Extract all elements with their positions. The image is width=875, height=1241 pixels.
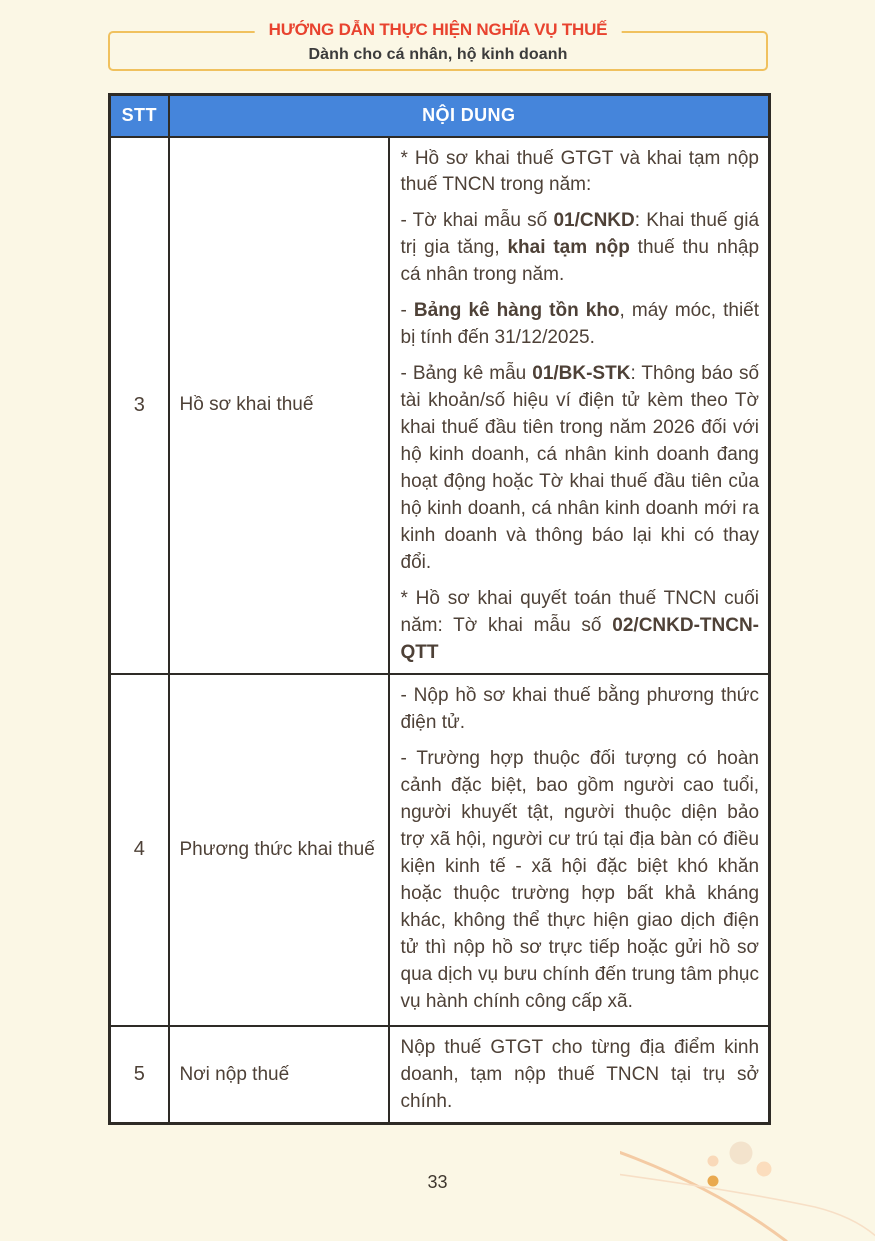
content-paragraph bbox=[401, 146, 760, 200]
table-body bbox=[110, 137, 770, 1124]
page-title: HƯỚNG DẪN THỰC HIỆN NGHĨA VỤ THUẾ bbox=[255, 20, 622, 40]
content-paragraph bbox=[401, 361, 760, 577]
table-header-row bbox=[110, 95, 770, 137]
header-box bbox=[108, 20, 768, 71]
row-number: 3 bbox=[110, 137, 169, 674]
text-run: - bbox=[400, 300, 414, 322]
text-run: - Tờ khai mẫu số bbox=[400, 210, 554, 232]
decor-arc-thick bbox=[620, 1151, 790, 1241]
table-row bbox=[110, 137, 770, 674]
content-paragraph bbox=[401, 683, 760, 737]
content-paragraph bbox=[401, 1035, 760, 1116]
text-run: : Thông báo số tài khoản/số hiệu ví điện tử kèm theo Tờ khai thuế đầu tiên trong năm 2026 đối với hộ kinh doanh, cá nhân kinh doanh đang hoạt động hoặc Tờ khai thuế đầu tiên của hộ kinh doanh, cá nhân kinh doanh mới ra kinh doanh và thông báo lại khi có thay đổi. bbox=[400, 363, 760, 574]
page-number: 33 bbox=[427, 1172, 448, 1192]
text-run: , máy móc, thiết bị tính đến 31/12/2025. bbox=[400, 300, 760, 349]
page-subtitle: Dành cho cá nhân, hộ kinh doanh bbox=[308, 45, 568, 63]
bold-text-run: khai tạm nộp bbox=[507, 237, 630, 259]
bold-text-run: 01/CNKD bbox=[553, 210, 635, 232]
content-table bbox=[108, 93, 771, 1125]
text-run: Nộp thuế GTGT cho từng địa điểm kinh doanh, tạm nộp thuế TNCN tại trụ sở chính. bbox=[400, 1036, 760, 1112]
row-label: Phương thức khai thuế bbox=[169, 674, 389, 1026]
text-run: thuế thu nhập cá nhân trong năm. bbox=[400, 237, 760, 286]
content-paragraph bbox=[401, 208, 760, 289]
text-run: - Bảng kê mẫu bbox=[400, 363, 533, 385]
bold-text-run: Bảng kê hàng tồn kho bbox=[413, 300, 620, 322]
decor-circle-large bbox=[730, 1142, 753, 1165]
column-header-stt: STT bbox=[110, 95, 169, 137]
table-row bbox=[110, 1026, 770, 1123]
content-paragraph bbox=[401, 298, 760, 352]
row-label: Hồ sơ khai thuế bbox=[169, 137, 389, 674]
text-run: - Nộp hồ sơ khai thuế bằng phương thức điện tử. bbox=[400, 684, 760, 733]
decor-circle-small-peach bbox=[708, 1156, 719, 1167]
table-row bbox=[110, 674, 770, 1026]
row-number: 4 bbox=[110, 674, 169, 1026]
row-content bbox=[389, 674, 770, 1026]
bold-text-run: 01/BK-STK bbox=[532, 363, 631, 385]
text-run: * Hồ sơ khai quyết toán thuế TNCN cuối năm: Tờ khai mẫu số bbox=[400, 588, 760, 636]
text-run: : Khai thuế giá trị gia tăng, bbox=[400, 210, 760, 259]
row-number: 5 bbox=[110, 1026, 169, 1123]
content-paragraph bbox=[401, 746, 760, 1016]
text-run: * Hồ sơ khai thuế GTGT và khai tạm nộp thuế TNCN trong năm: bbox=[400, 147, 760, 196]
row-content bbox=[389, 1026, 770, 1123]
text-run: - Trường hợp thuộc đối tượng có hoàn cảnh đặc biệt, bao gồm người cao tuổi, người khuyết tật, người thuộc diện bảo trợ xã hội, người cư trú tại địa bàn có điều kiện kinh tế - xã hội đặc biệt khó khăn hoặc thuộc trường hợp bất khả kháng khác, không thể thực hiện giao dịch điện tử thì nộp hồ sơ trực tiếp hoặc gửi hồ sơ qua dịch vụ bưu chính đến trung tâm phục vụ hành chính công cấp xã. bbox=[400, 747, 760, 1012]
bold-text-run: 02/CNKD-TNCN-QTT bbox=[400, 615, 760, 663]
content-paragraph bbox=[401, 586, 760, 667]
column-header-content: NỘI DUNG bbox=[169, 95, 770, 137]
table-header bbox=[110, 95, 770, 137]
row-content bbox=[389, 137, 770, 674]
row-label: Nơi nộp thuế bbox=[169, 1026, 389, 1123]
